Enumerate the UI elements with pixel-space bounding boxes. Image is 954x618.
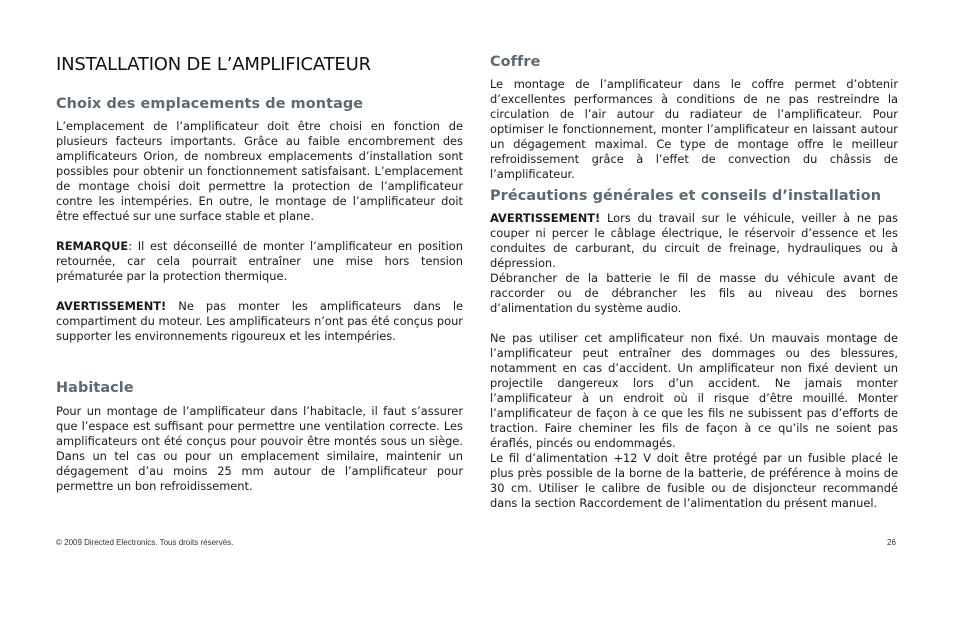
paragraph-avertissement-moteur xyxy=(56,299,463,344)
warning-text: Lors du travail sur le véhicule, veiller à ne pas couper ni percer le câblage électrique, le réservoir d’essence et les conduites de carburant, du circuit de freinage, hydrauliques ou à dépression. xyxy=(490,211,898,270)
remark-text: : Il est déconseillé de monter l’amplificateur en position retournée, car cela pourrait entraîner une mise hors tension prématurée par la protection thermique. xyxy=(56,239,463,283)
footer-copyright: © 2009 Directed Electronics. Tous droits réservés. xyxy=(56,538,234,547)
footer-page-number: 26 xyxy=(887,538,896,547)
heading-coffre: Coffre xyxy=(490,54,541,70)
paragraph-batterie: Débrancher de la batterie le fil de masse du véhicule avant de raccorder ou de débrancher les fils au niveau des bornes d’alimentation du système audio. xyxy=(490,271,898,315)
paragraph-montage: Ne pas utiliser cet amplificateur non fixé. Un mauvais montage de l’amplificateur peut entraîner des dommages ou des blessures, notamment en cas d’accident. Un amplificateur non fixé devient un projectile dangereux lors d’un accident. Ne jamais monter l’amplificateur à un endroit où il risque d’être mouillé. Monter l’amplificateur de façon à ce que les fils ne subissent pas d’efforts de traction. Faire cheminer les fils de façon à ce qu’ils ne soient pas éraflés, pincés ou endommagés. xyxy=(490,331,898,450)
page-title: INSTALLATION DE L’AMPLIFICATEUR xyxy=(56,54,371,75)
remark-label: REMARQUE xyxy=(56,239,129,253)
heading-precautions: Précautions générales et conseils d’installation xyxy=(490,188,882,204)
paragraph-avertissement-vehicule xyxy=(490,211,898,271)
paragraph-coffre: Le montage de l’amplificateur dans le coffre permet d’obtenir d’excellentes performances à conditions de ne pas restreindre la circulation de l’air autour du radiateur de l’amplificateur. Pour optimiser le fonctionnement, monter l’amplificateur en laissant autour un dégagement maximal. Ce type de montage offre le meilleur refroidissement grâce à l’effet de convection du châssis de l’amplificateur. xyxy=(490,77,898,181)
warning-text: Ne pas monter les amplificateurs dans le compartiment du moteur. Les amplificateurs n’ont pas été conçus pour supporter les environnements rigoureux et les intempéries. xyxy=(56,299,463,343)
warning-label: AVERTISSEMENT! xyxy=(490,211,601,225)
warning-label: AVERTISSEMENT! xyxy=(56,299,167,313)
paragraph-habitacle: Pour un montage de l’amplificateur dans l’habitacle, il faut s’assurer que l’espace est suffisant pour permettre une ventilation correcte. Les amplificateurs ont été conçus pour pouvoir être montés sous un siège. Dans un tel cas ou pour un emplacement similaire, maintenir un dégagement d’au moins 25 mm autour de l’amplificateur pour permettre un bon refroidissement. xyxy=(56,404,463,493)
heading-habitacle: Habitacle xyxy=(56,380,134,396)
paragraph-fusible: Le fil d’alimentation +12 V doit être protégé par un fusible placé le plus près possible de la borne de la batterie, de préférence à moins de 30 cm. Utiliser le calibre de fusible ou de disjoncteur recommandé dans la section Raccordement de l’alimentation du présent manuel. xyxy=(490,451,898,510)
paragraph-remarque xyxy=(56,239,463,284)
heading-choix-emplacements: Choix des emplacements de montage xyxy=(56,96,364,112)
paragraph-choix-emplacements: L’emplacement de l’amplificateur doit être choisi en fonction de plusieurs facteurs importants. Grâce au faible encombrement des amplificateurs Orion, de nombreux emplacements d’installation sont possibles pour obtenir un fonctionnement satisfaisant. L’emplacement de montage choisi doit permettre la protection de l’amplificateur contre les intempéries. En outre, le montage de l’amplificateur doit être effectué sur une surface stable et plane. xyxy=(56,119,463,223)
